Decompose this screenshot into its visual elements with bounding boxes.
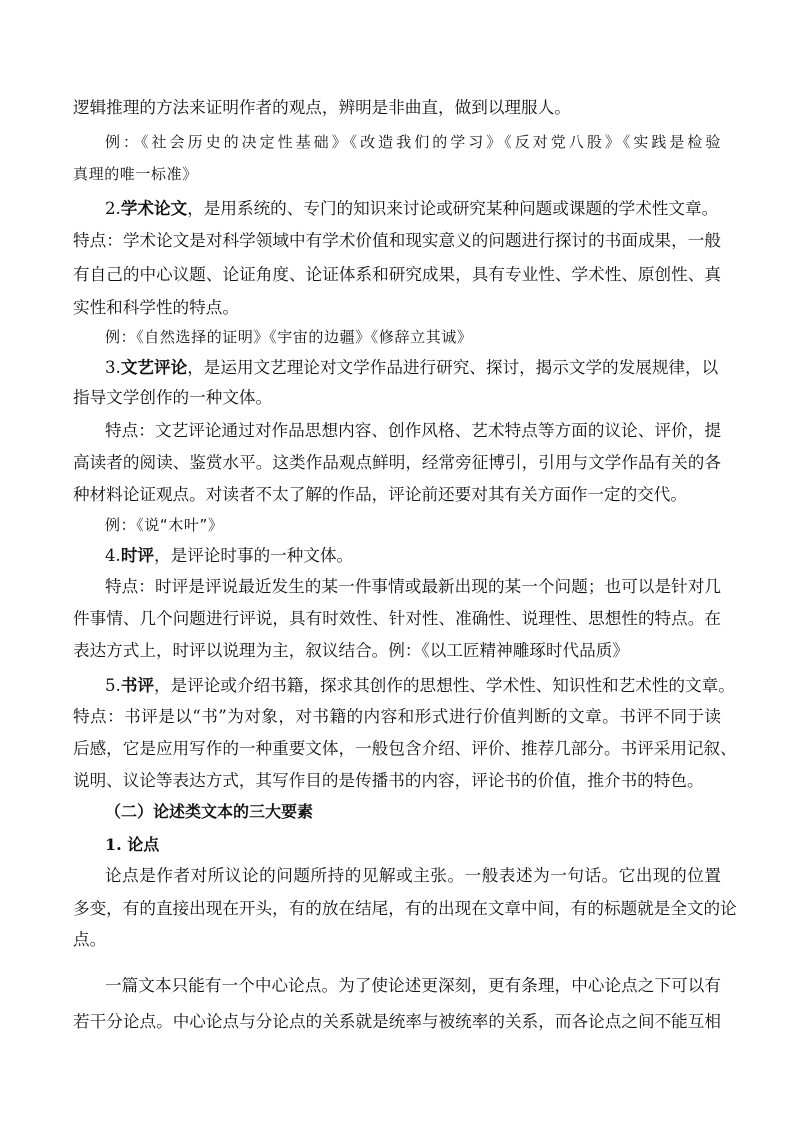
section-number: 5.: [105, 676, 121, 695]
text-line: 逻辑推理的方法来证明作者的观点，辨明是非曲直，做到以理服人。: [73, 98, 571, 117]
text-line: 有自己的中心议题、论证角度、论证体系和研究成果，具有专业性、学术性、原创性、真: [73, 265, 721, 284]
example-line: 例：《自然选择的证明》《宇宙的边疆》《修辞立其诚》: [105, 328, 473, 346]
subsection-heading: （二）论述类文本的三大要素: [105, 802, 314, 821]
text-line: 论点是作者对所议论的问题所持的见解或主张。一般表述为一句话。它出现的位置: [105, 866, 721, 885]
section-definition: ，是运用文艺理论对文学作品进行研究、探讨，揭示文学的发展规律，以: [187, 358, 719, 377]
section-number: 4.: [105, 546, 121, 565]
section-heading-3: [105, 356, 718, 379]
section-number: 2.: [105, 199, 121, 218]
section-heading-4: [105, 544, 353, 567]
text-line: 一篇文本只能有一个中心论点。为了使论述更深刻，更有条理，中心论点之下可以有: [105, 976, 721, 995]
text-line: 特点：文艺评论通过对作品思想内容、创作风格、艺术特点等方面的议论、评价，提: [105, 421, 721, 440]
text-line: 特点：书评是以“书”为对象，对书籍的内容和形式进行价值判断的文章。书评不同于读: [73, 707, 721, 726]
text-line: 特点：学术论文是对科学领域中有学术价值和现实意义的问题进行探讨的书面成果，一般: [73, 231, 721, 250]
text-line: 件事情、几个问题进行评说，具有时效性、针对性、准确性、说理性、思想性的特点。在: [73, 609, 721, 628]
point-heading: 1. 论点: [105, 835, 160, 854]
text-line: 说明、议论等表达方式，其写作目的是传播书的内容，评论书的价值，推介书的特色。: [73, 771, 704, 790]
section-heading-2: [105, 197, 718, 220]
section-definition: ，是用系统的、专门的知识来讨论或研究某种问题或课题的学术性文章。: [187, 199, 719, 218]
section-definition: ，是评论或介绍书籍，探求其创作的思想性、学术性、知识性和艺术性的文章。: [154, 676, 735, 695]
text-line: 特点：时评是评说最近发生的某一件事情或最新出现的某一个问题；也可以是针对几: [105, 577, 721, 596]
text-line: 指导文学创作的一种文体。: [73, 388, 273, 407]
text-line: 高读者的阅读、鉴赏水平。这类作品观点鲜明，经常旁征博引，引用与文学作品有关的各: [73, 453, 721, 472]
section-term: 文艺评论: [120, 357, 188, 377]
text-line: 实性和科学性的特点。: [73, 298, 239, 317]
section-heading-5: [105, 674, 735, 697]
text-line: 表达方式上，时评以说理为主，叙议结合。例：《以工匠精神雕琢时代品质》: [73, 641, 629, 660]
section-definition: ，是评论时事的一种文体。: [154, 546, 354, 565]
example-line: 例：《社会历史的决定性基础》《改造我们的学习》《反对党八股》《实践是检验: [105, 133, 721, 151]
text-line: 若干分论点。中心论点与分论点的关系就是统率与被统率的关系，而各论点之间不能互相: [73, 1012, 721, 1031]
section-term: 书评: [120, 675, 155, 695]
text-line: 点。: [73, 930, 107, 949]
section-number: 3.: [105, 358, 121, 377]
section-term: 时评: [120, 545, 155, 565]
text-line: 后感，它是应用写作的一种重要文体，一般包含介绍、评价、推荐几部分。书评采用记叙、: [73, 739, 737, 758]
text-line: 种材料论证观点。对读者不太了解的作品，评论前还要对其有关方面作一定的交代。: [73, 485, 687, 504]
text-line: 多变，有的直接出现在开头，有的放在结尾，有的出现在文章中间，有的标题就是全文的论: [73, 899, 737, 918]
example-line: 例：《说“木叶”》: [105, 516, 224, 534]
section-term: 学术论文: [120, 198, 188, 218]
example-line: 真理的唯一标准》: [73, 165, 198, 183]
